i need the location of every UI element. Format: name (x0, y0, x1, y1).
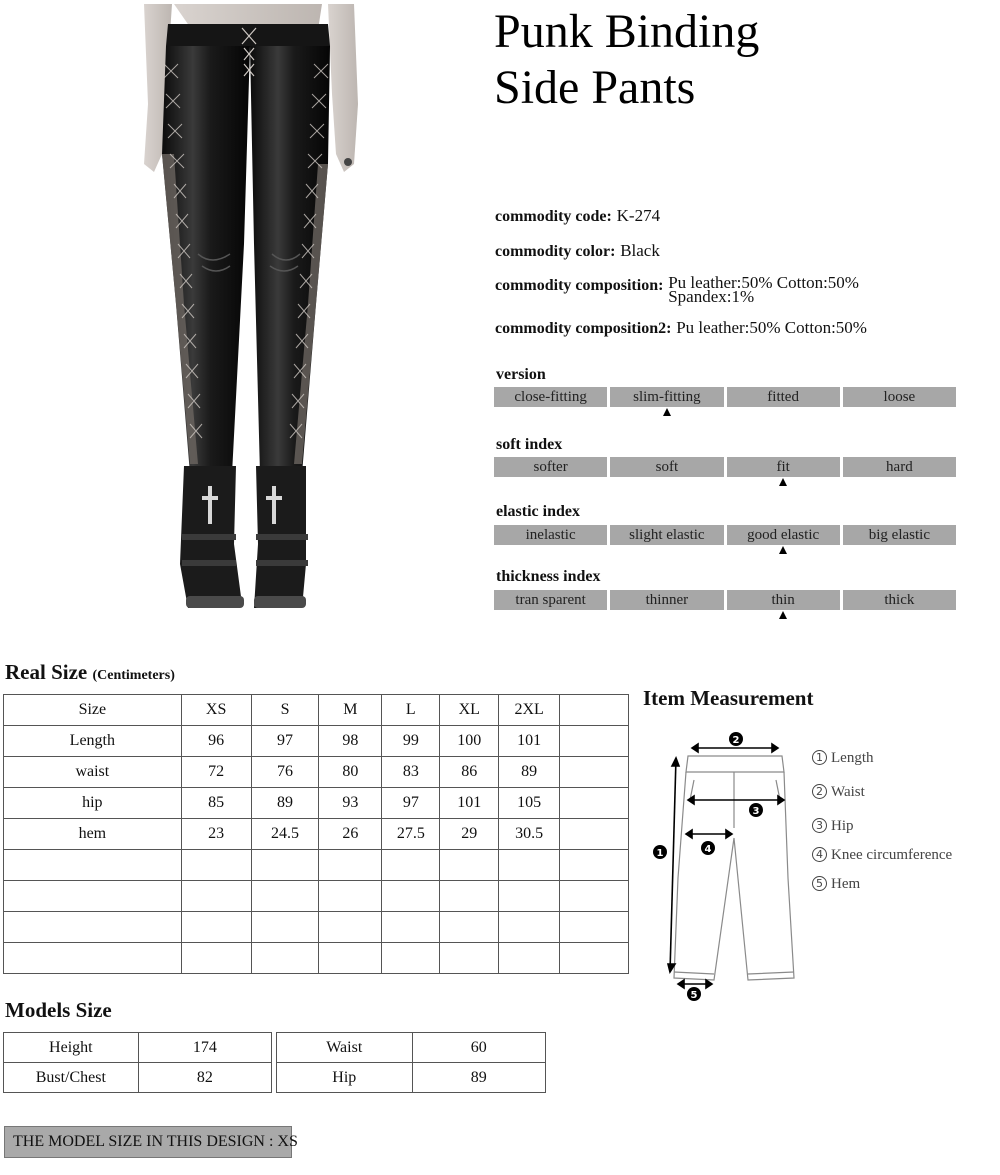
size-cell (560, 912, 629, 943)
size-cell: Length (4, 726, 182, 757)
size-row (4, 788, 629, 819)
size-cell (560, 695, 629, 726)
soft-index-heading: soft index (496, 436, 563, 453)
size-cell: 30.5 (499, 819, 560, 850)
thickness-index-option: thick (843, 590, 956, 610)
real-size-unit: (Centimeters) (92, 668, 175, 683)
size-cell: 27.5 (382, 819, 440, 850)
soft-index-selected-marker (779, 478, 787, 486)
size-cell (440, 912, 499, 943)
commodity-color-value: Black (620, 241, 660, 260)
size-row (4, 819, 629, 850)
version-option: loose (843, 387, 956, 407)
svg-text:5: 5 (690, 990, 698, 1001)
model-size-row (4, 1063, 272, 1093)
size-cell (499, 912, 560, 943)
size-empty-row (4, 850, 629, 881)
size-cell: 80 (319, 757, 382, 788)
version-option: slim-fitting (610, 387, 723, 407)
soft-index-option: softer (494, 457, 607, 477)
thickness-index-option: thinner (610, 590, 723, 610)
legend-label: Knee circumference (831, 847, 953, 863)
commodity-code-label: commodity code: (495, 208, 612, 225)
legend-number: 5 (812, 876, 827, 891)
legend-item (812, 818, 854, 835)
model-size-note: THE MODEL SIZE IN THIS DESIGN : XS (4, 1126, 292, 1158)
size-cell (382, 881, 440, 912)
size-cell (499, 881, 560, 912)
elastic-index-option: big elastic (843, 525, 956, 545)
size-cell (251, 943, 319, 974)
size-cell: S (251, 695, 319, 726)
size-cell: 29 (440, 819, 499, 850)
size-empty-row (4, 881, 629, 912)
elastic-index-heading: elastic index (496, 503, 580, 520)
size-row (4, 757, 629, 788)
legend-item (812, 876, 860, 893)
model-size-row (277, 1033, 546, 1063)
legend-item (812, 847, 952, 864)
version-scale (494, 387, 956, 407)
commodity-composition-value (668, 273, 859, 306)
svg-text:2: 2 (732, 735, 740, 746)
size-cell (560, 819, 629, 850)
legend-number: 4 (812, 847, 827, 862)
commodity-composition2-value: Pu leather:50% Cotton:50% (676, 318, 867, 337)
legend-label: Length (831, 750, 874, 766)
elastic-index-scale (494, 525, 956, 545)
model-photo (132, 4, 372, 616)
soft-index-option: soft (610, 457, 723, 477)
size-cell: 2XL (499, 695, 560, 726)
size-row (4, 726, 629, 757)
model-size-value: 89 (412, 1063, 545, 1093)
legend-number: 3 (812, 818, 827, 833)
size-cell (499, 850, 560, 881)
size-cell: 96 (181, 726, 251, 757)
size-cell (499, 943, 560, 974)
size-cell: 101 (440, 788, 499, 819)
soft-index-option: fit (727, 457, 840, 477)
size-cell (319, 943, 382, 974)
size-cell: XS (181, 695, 251, 726)
size-cell: hem (4, 819, 182, 850)
size-cell: 89 (251, 788, 319, 819)
commodity-composition (495, 273, 859, 306)
size-cell: 83 (382, 757, 440, 788)
composition-line-2: Spandex:1% (668, 287, 755, 306)
size-cell: 89 (499, 757, 560, 788)
legend-item (812, 750, 874, 767)
thickness-index-selected-marker (779, 611, 787, 619)
thickness-index-option: tran sparent (494, 590, 607, 610)
legend-label: Hem (831, 876, 861, 892)
size-cell (181, 912, 251, 943)
size-header-row (4, 695, 629, 726)
version-option: fitted (727, 387, 840, 407)
size-cell (4, 943, 182, 974)
item-measurement-heading: Item Measurement (643, 686, 814, 710)
size-cell: 23 (181, 819, 251, 850)
size-cell (440, 881, 499, 912)
size-cell (4, 912, 182, 943)
measurement-diagram (650, 728, 810, 1008)
size-cell: 86 (440, 757, 499, 788)
size-cell (319, 850, 382, 881)
size-empty-row (4, 912, 629, 943)
composition-line-1: Pu leather:50% Cotton:50% (668, 273, 859, 292)
title-line-1: Punk Binding (494, 5, 760, 58)
size-cell (560, 726, 629, 757)
size-cell (560, 881, 629, 912)
legend-label: Hip (831, 818, 854, 834)
svg-text:3: 3 (752, 806, 760, 817)
size-cell: 97 (382, 788, 440, 819)
legend-item (812, 784, 865, 801)
elastic-index-option: slight elastic (610, 525, 723, 545)
commodity-code-value: K-274 (616, 206, 661, 225)
size-cell: 100 (440, 726, 499, 757)
title-line-2: Side Pants (494, 61, 696, 114)
version-selected-marker (663, 408, 671, 416)
size-cell: 76 (251, 757, 319, 788)
size-cell: L (382, 695, 440, 726)
size-cell (251, 850, 319, 881)
model-size-row (4, 1033, 272, 1063)
size-cell (382, 943, 440, 974)
size-cell: 97 (251, 726, 319, 757)
size-cell: 26 (319, 819, 382, 850)
size-cell (560, 943, 629, 974)
size-cell: 98 (319, 726, 382, 757)
model-size-label: Hip (277, 1063, 413, 1093)
product-title (494, 4, 964, 116)
commodity-composition2 (495, 318, 867, 338)
size-cell: 101 (499, 726, 560, 757)
commodity-code (495, 206, 660, 226)
version-option: close-fitting (494, 387, 607, 407)
size-cell (4, 881, 182, 912)
size-cell (560, 757, 629, 788)
size-table (3, 694, 629, 974)
size-cell (319, 912, 382, 943)
model-size-label: Bust/Chest (4, 1063, 139, 1093)
legend-label: Waist (831, 784, 865, 800)
size-cell (4, 850, 182, 881)
size-cell (181, 881, 251, 912)
size-cell (440, 943, 499, 974)
thickness-index-heading: thickness index (496, 568, 601, 585)
size-cell: 105 (499, 788, 560, 819)
size-cell (382, 912, 440, 943)
model-size-value: 174 (138, 1033, 271, 1063)
model-size-label: Waist (277, 1033, 413, 1063)
size-cell (560, 788, 629, 819)
model-size-label: Height (4, 1033, 139, 1063)
size-cell: 72 (181, 757, 251, 788)
thickness-index-option: thin (727, 590, 840, 610)
size-cell (251, 912, 319, 943)
legend-number: 1 (812, 750, 827, 765)
size-cell (382, 850, 440, 881)
size-cell (181, 850, 251, 881)
size-empty-row (4, 943, 629, 974)
size-cell (251, 881, 319, 912)
soft-index-option: hard (843, 457, 956, 477)
elastic-index-selected-marker (779, 546, 787, 554)
version-heading: version (496, 366, 546, 383)
svg-text:1: 1 (656, 848, 664, 859)
models-size-heading: Models Size (5, 998, 112, 1022)
size-cell (181, 943, 251, 974)
commodity-composition2-label: commodity composition2: (495, 320, 672, 337)
elastic-index-option: inelastic (494, 525, 607, 545)
size-cell: waist (4, 757, 182, 788)
size-cell: Size (4, 695, 182, 726)
size-cell: 93 (319, 788, 382, 819)
commodity-color (495, 241, 660, 261)
model-size-row (277, 1063, 546, 1093)
commodity-composition-label: commodity composition: (495, 277, 664, 294)
svg-text:4: 4 (704, 844, 712, 855)
soft-index-scale (494, 457, 956, 477)
size-cell: hip (4, 788, 182, 819)
size-cell: 24.5 (251, 819, 319, 850)
size-cell: 99 (382, 726, 440, 757)
models-size-table-right (276, 1032, 546, 1093)
model-size-value: 60 (412, 1033, 545, 1063)
models-size-table-left (3, 1032, 272, 1093)
size-cell (440, 850, 499, 881)
elastic-index-option: good elastic (727, 525, 840, 545)
model-size-value: 82 (138, 1063, 271, 1093)
size-cell: 85 (181, 788, 251, 819)
size-cell: M (319, 695, 382, 726)
commodity-color-label: commodity color: (495, 243, 616, 260)
size-cell (560, 850, 629, 881)
legend-number: 2 (812, 784, 827, 799)
real-size-title: Real Size (5, 660, 88, 684)
thickness-index-scale (494, 590, 956, 610)
real-size-heading (5, 660, 175, 685)
size-cell: XL (440, 695, 499, 726)
size-cell (319, 881, 382, 912)
